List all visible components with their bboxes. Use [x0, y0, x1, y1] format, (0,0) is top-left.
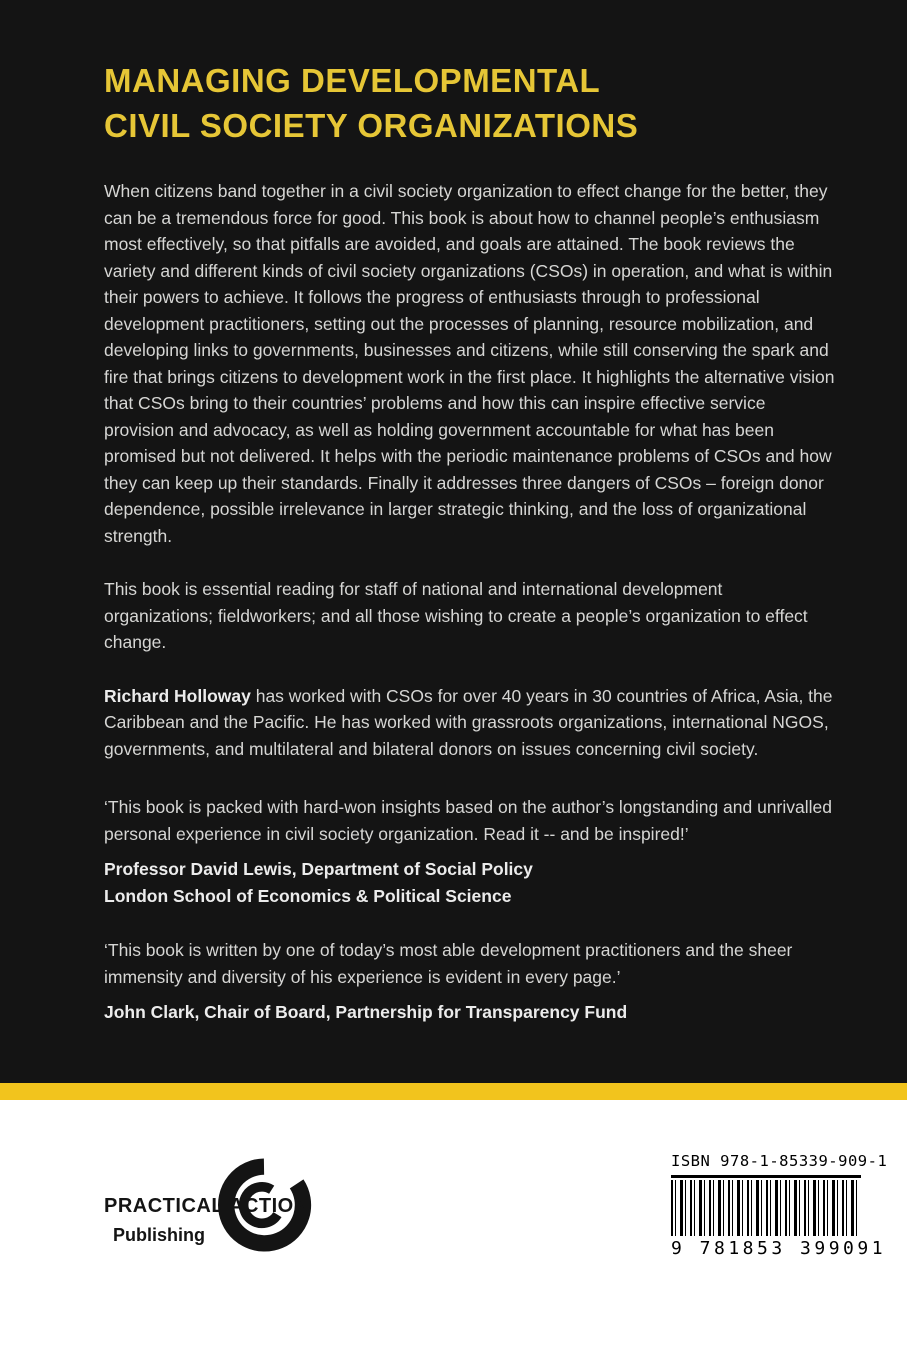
author-name: Richard Holloway [104, 685, 251, 706]
book-title-line1: MANAGING DEVELOPMENTAL [104, 62, 601, 99]
yellow-stripe [0, 1083, 907, 1100]
book-title [104, 58, 835, 148]
isbn-block [671, 1152, 888, 1259]
publisher-subtitle: Publishing [113, 1225, 205, 1245]
quote-2: ‘This book is written by one of today’s most able development practitioners and the sheer immensity and diversity of his experience is evident in every page.’ [104, 940, 793, 987]
barcode [671, 1180, 861, 1236]
synopsis-paragraph: When citizens band together in a civil society organization to effect change for the better, they can be a tremendous force for good. This book is about how to channel people’s enthusiasm most effectively, so that pitfalls are avoided, and goals are attained. The book reviews the variety and different kinds of civil society organizations (CSOs) in operation, and what is within their powers to achieve. It follows the progress of enthusiasts through to professional development practitioners, setting out the processes of planning, resource mobilization, and developing links to governments, businesses and citizens, while still conserving the spark and fire that brings citizens to development work in the first place. It highlights the alternative vision that CSOs bring to their countries’ problems and how this can inspire effective service provision and advocacy, as well as holding government accountable for what has been promised but not delivered. It helps with the periodic maintenance problems of CSOs and how they can keep up their standards. Finally it addresses three dangers of CSOs – foreign donor dependence, possible irrelevance in larger strategic thinking, and the loss of organizational strength. [104, 181, 835, 546]
quote-1-attribution-line1: Professor David Lewis, Department of Social Policy [104, 859, 533, 879]
audience-paragraph: This book is essential reading for staff of national and international development organizations; fieldworkers; and all those wishing to create a people’s organization to effect change. [104, 579, 808, 652]
quote-1-attribution [104, 856, 835, 909]
author-bio-text: has worked with CSOs for over 40 years in 30 countries of Africa, Asia, the Caribbean and the Pacific. He has worked with grassroots organizations, international NGOS, governments, and multilateral and bilateral donors on issues concerning civil society. [104, 685, 833, 759]
barcode-digits: 9 781853 399091 [671, 1238, 887, 1259]
book-title-line2: CIVIL SOCIETY ORGANIZATIONS [104, 107, 639, 144]
footer-panel [0, 1100, 907, 1360]
publisher-name: PRACTICAL ACTION [104, 1195, 309, 1217]
quote-1-attribution-line2: London School of Economics & Political Science [104, 885, 512, 906]
author-bio-paragraph [104, 683, 835, 763]
isbn-label: ISBN 978-1-85339-909-1 [671, 1152, 861, 1178]
quote-1: ‘This book is packed with hard-won insights based on the author’s longstanding and unrivalled personal experience in civil society organization. Read it -- and be inspired!’ [104, 797, 833, 844]
quote-2-attribution: John Clark, Chair of Board, Partnership for Transparency Fund [104, 1002, 628, 1022]
publisher-logo [104, 1155, 334, 1295]
